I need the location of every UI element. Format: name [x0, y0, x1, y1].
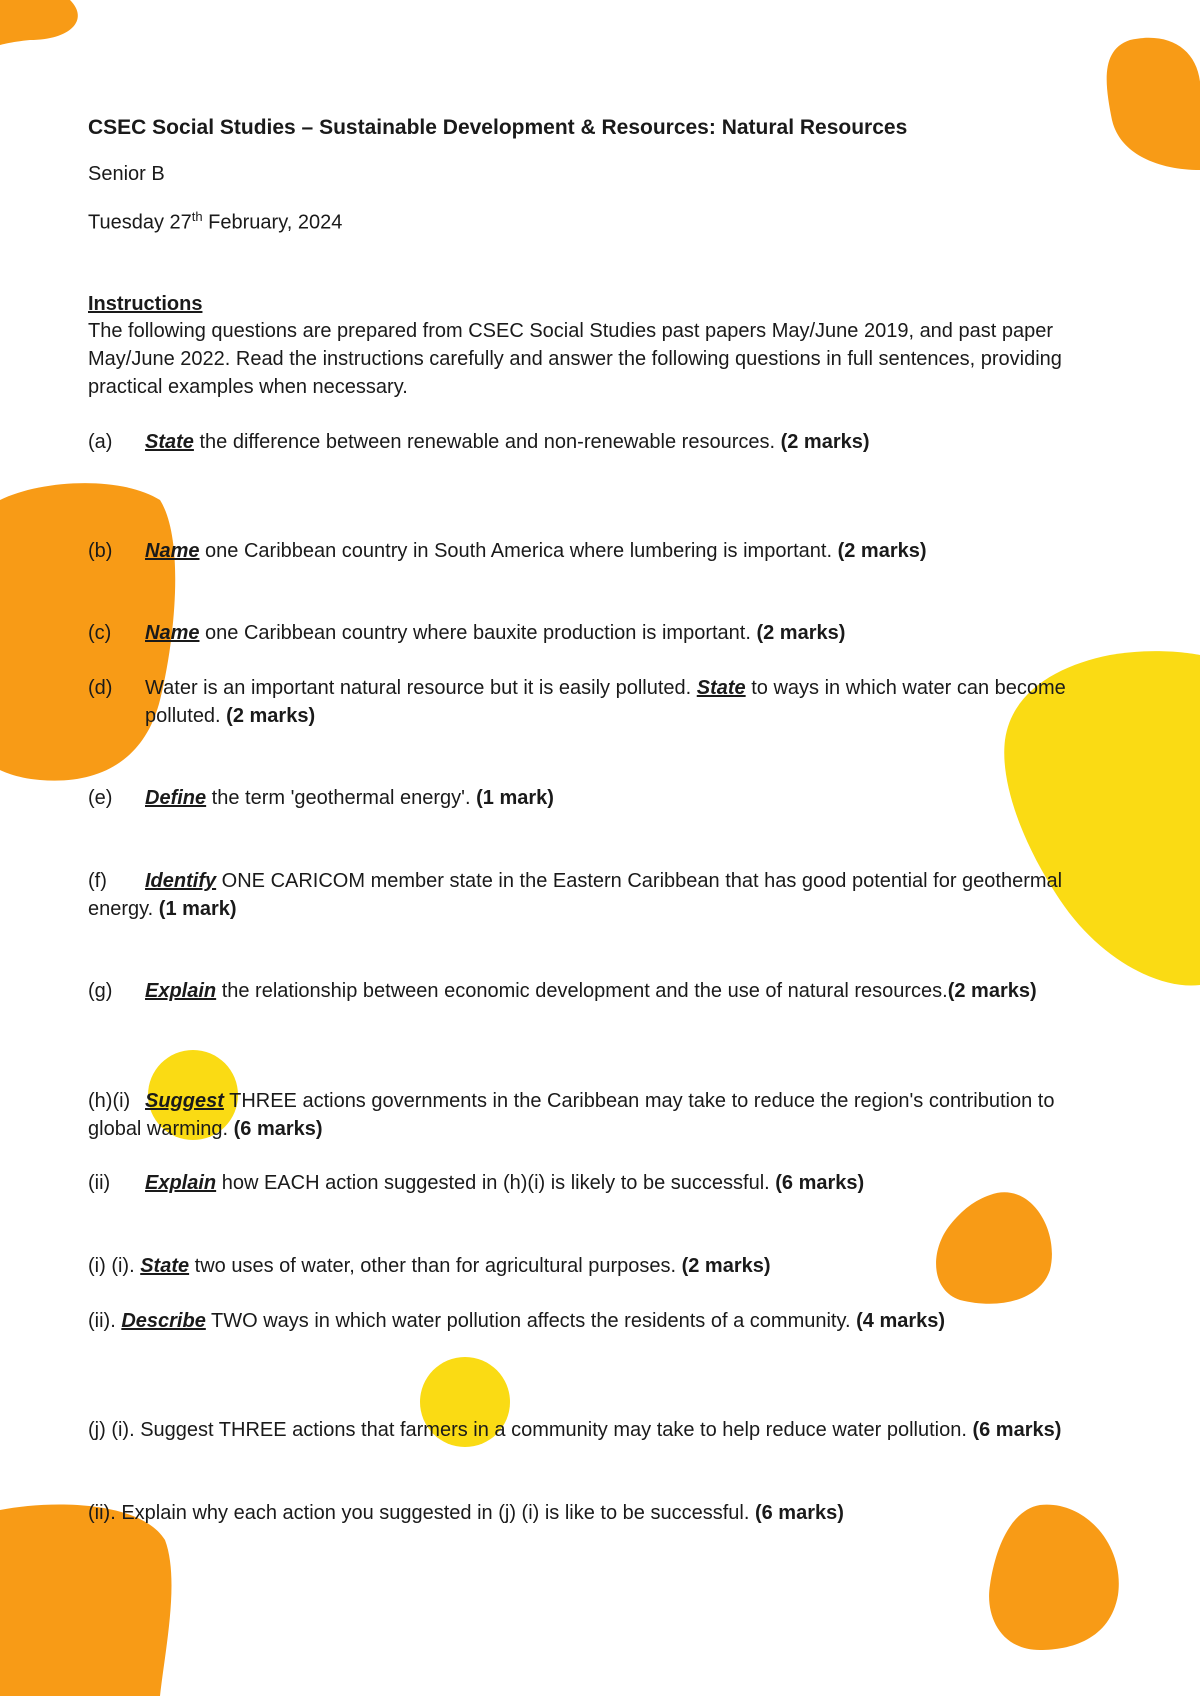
question-f: (f) Identify ONE CARICOM member state in the Eastern Caribbean that has good potential for geothermal energy. (1 mark): [88, 870, 1063, 920]
page-title: CSEC Social Studies – Sustainable Development & Resources: Natural Resources: [88, 116, 908, 139]
question-i-i: (i) (i). State two uses of water, other than for agricultural purposes. (2 marks): [88, 1255, 771, 1277]
question-i-ii: (ii). Describe TWO ways in which water pollution affects the residents of a community. (4 marks): [88, 1310, 946, 1332]
question-h-ii: (ii) Explain how EACH action suggested in (h)(i) is likely to be successful. (6 marks): [88, 1172, 865, 1194]
orange-blob-top-right: [1107, 38, 1200, 170]
question-b: (b) Name one Caribbean country in South America where lumbering is important. (2 marks): [88, 540, 927, 562]
question-j-i: (j) (i). Suggest THREE actions that farmers in a community may take to help reduce water pollution. (6 marks): [88, 1419, 1062, 1441]
question-a: (a) State the difference between renewable and non-renewable resources. (2 marks): [88, 431, 870, 453]
instructions-heading: Instructions: [88, 293, 203, 315]
question-c: (c) Name one Caribbean country where bauxite production is important. (2 marks): [88, 622, 846, 644]
question-j-ii: (ii). Explain why each action you suggested in (j) (i) is like to be successful. (6 marks): [88, 1502, 844, 1524]
orange-blob-top-left: [0, 0, 78, 45]
question-d: (d) Water is an important natural resource but it is easily polluted. State to ways in which water can become polluted. (2 marks): [88, 677, 1066, 727]
instructions-text: The following questions are prepared from CSEC Social Studies past papers May/June 2019, and past paper May/June 2022. Read the instructions carefully and answer the following questions in full sentences, providing practical examples when necessary.: [88, 320, 1062, 398]
class-name: Senior B: [88, 163, 165, 185]
question-h-i: (h)(i) Suggest THREE actions governments in the Caribbean may take to reduce the region's contribution to global warming. (6 marks): [88, 1090, 1055, 1140]
date: Tuesday 27th February, 2024: [88, 209, 343, 234]
question-g: (g) Explain the relationship between economic development and the use of natural resources.(2 marks): [88, 980, 1037, 1002]
orange-blob-mid-right: [936, 1192, 1052, 1303]
orange-blob-bottom-left: [0, 1504, 171, 1696]
question-e: (e) Define the term 'geothermal energy'. (1 mark): [88, 787, 554, 809]
